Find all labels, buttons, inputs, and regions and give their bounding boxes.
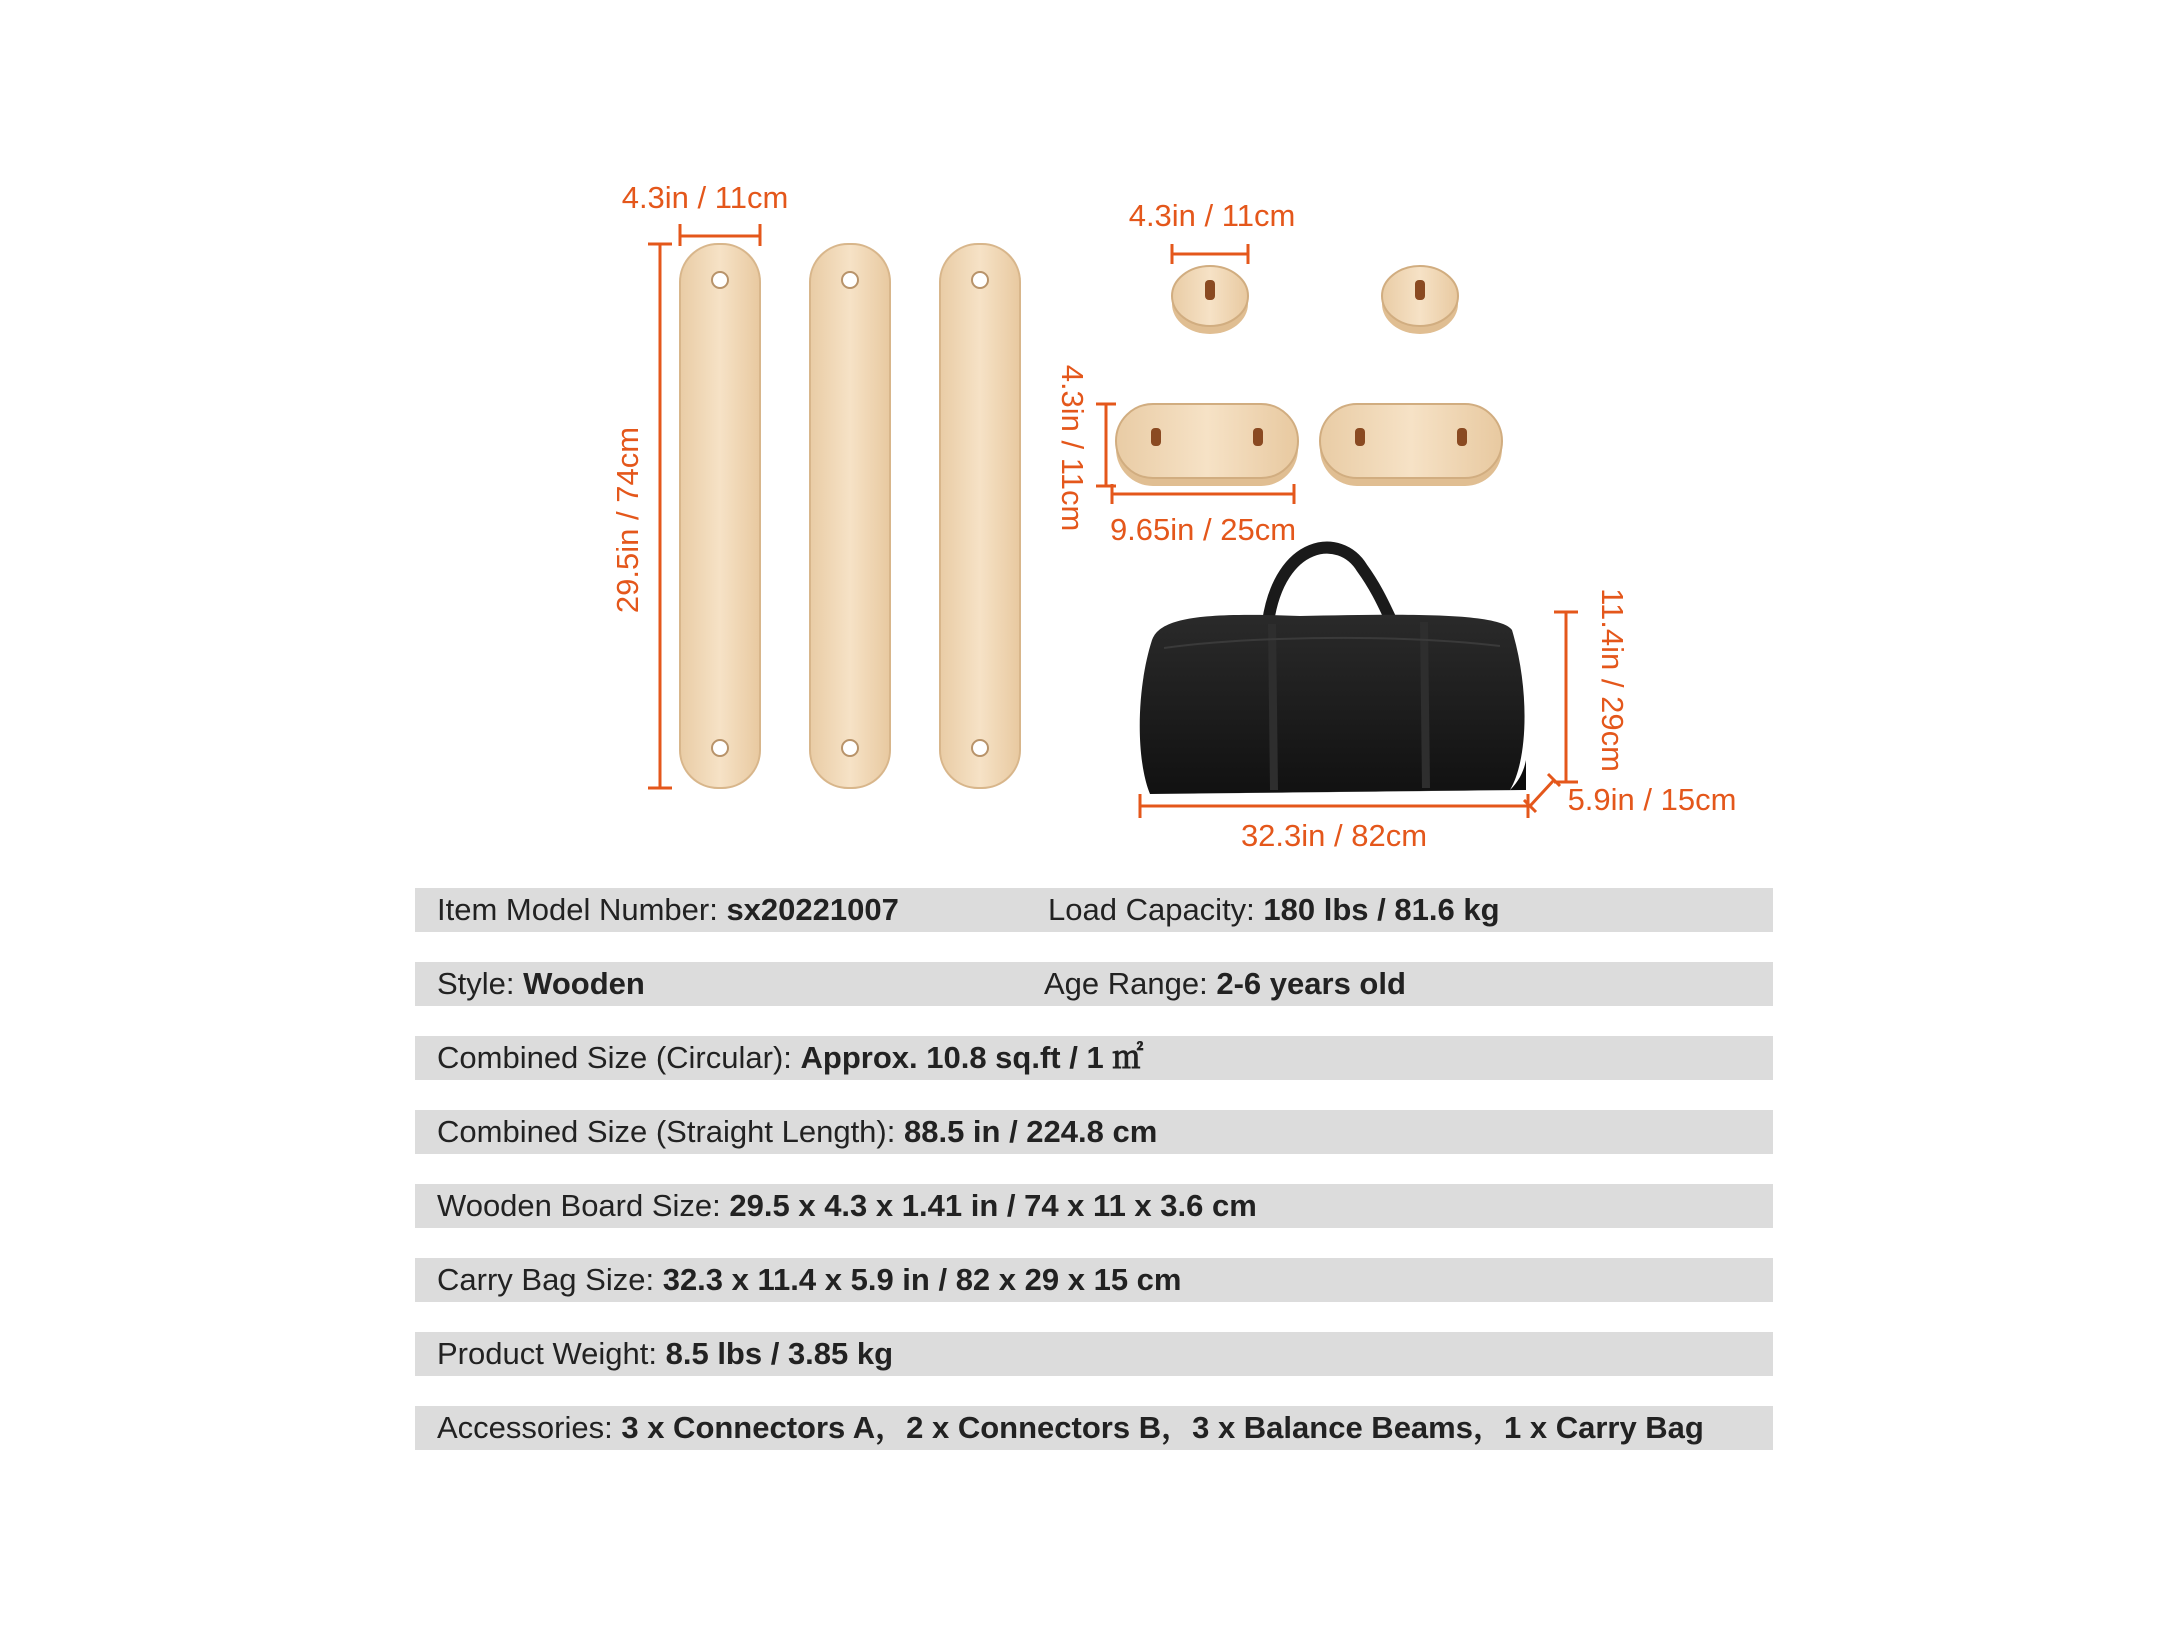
bag-length-label: 32.3in / 82cm [1240, 818, 1428, 853]
spec-label: Style: [437, 966, 524, 1001]
bag-height-dimension [1554, 588, 1630, 782]
spec-label: Wooden Board Size: [437, 1188, 730, 1223]
spec-row-bag-size [415, 1258, 1773, 1302]
connector-b-width-dimension [1129, 198, 1296, 264]
spec-label: Combined Size (Circular): [437, 1040, 801, 1075]
spec-label: Load Capacity: [1048, 892, 1264, 927]
spec-label: Product Weight: [437, 1336, 666, 1371]
bag-depth-dimension [1524, 774, 1736, 817]
connector-a-height-label: 4.3in / 11cm [1055, 364, 1090, 532]
bag-height-label: 11.4in / 29cm [1595, 588, 1630, 772]
spec-row-board-size [415, 1184, 1773, 1228]
spec-label: Age Range: [1044, 966, 1217, 1001]
balance-beam [940, 244, 1020, 788]
spec-row-weight [415, 1332, 1773, 1376]
connector-a [1320, 404, 1502, 486]
bag-length-dimension [1140, 794, 1528, 853]
connector-b-width-label: 4.3in / 11cm [1128, 198, 1296, 233]
connector-a-height-dimension [1055, 365, 1116, 532]
spec-row-accessories [415, 1406, 1773, 1450]
balance-beam [810, 244, 890, 788]
board-length-label: 29.5in / 74cm [610, 426, 645, 614]
spec-value: sx20221007 [726, 892, 899, 927]
spec-label: Combined Size (Straight Length): [437, 1114, 904, 1149]
spec-value: 8.5 lbs / 3.85 kg [665, 1336, 894, 1371]
connector-b [1172, 266, 1248, 334]
spec-row-model [415, 888, 1773, 932]
spec-label: Carry Bag Size: [437, 1262, 663, 1297]
spec-value: 88.5 in / 224.8 cm [903, 1114, 1158, 1149]
spec-value: 2-6 years old [1216, 966, 1406, 1001]
board-length-dimension [610, 244, 672, 788]
connector-a-length-dimension [1110, 484, 1296, 547]
spec-label: Item Model Number: [437, 892, 727, 927]
board-width-label: 4.3in / 11cm [621, 180, 789, 215]
spec-row-style [415, 962, 1773, 1006]
spec-row-combined-circular [415, 1036, 1773, 1080]
spec-value: 32.3 x 11.4 x 5.9 in / 82 x 29 x 15 cm [662, 1262, 1182, 1297]
balance-beam [680, 244, 760, 788]
connector-a-length-label: 9.65in / 25cm [1109, 512, 1297, 547]
spec-value: Wooden [523, 966, 645, 1001]
spec-row-combined-straight [415, 1110, 1773, 1154]
board-width-dimension [622, 180, 789, 246]
carry-bag [1140, 548, 1526, 794]
bag-depth-label: 5.9in / 15cm [1567, 782, 1737, 817]
spec-label: Accessories: [437, 1410, 622, 1445]
connector-b [1382, 266, 1458, 334]
spec-value: Approx. 10.8 sq.ft / 1 ㎡ [800, 1040, 1144, 1075]
spec-value: 29.5 x 4.3 x 1.41 in / 74 x 11 x 3.6 cm [729, 1188, 1257, 1223]
spec-value: 3 x Connectors A，2 x Connectors B，3 x Balance Beams，1 x Carry Bag [621, 1410, 1704, 1445]
spec-value: 180 lbs / 81.6 kg [1263, 892, 1500, 927]
connector-a [1116, 404, 1298, 486]
